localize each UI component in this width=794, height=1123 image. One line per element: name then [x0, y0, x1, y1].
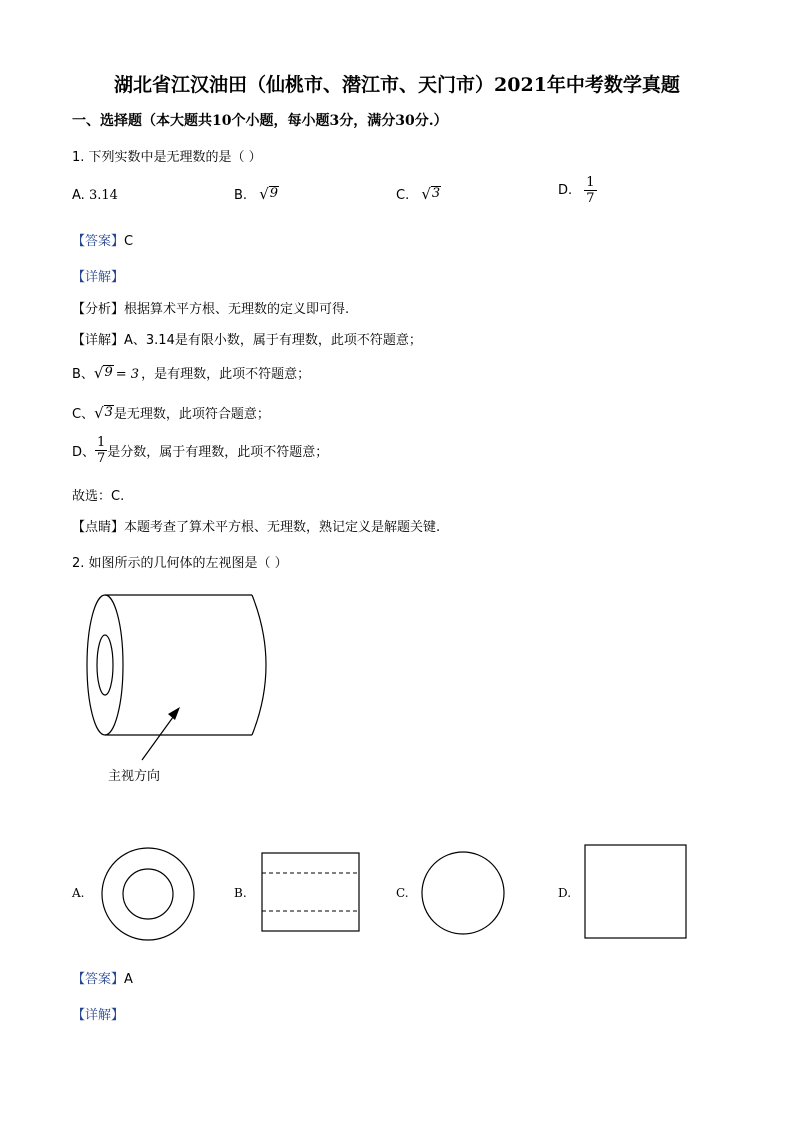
comment-text: 本题考查了算术平方根、无理数，熟记定义是解题关键.: [124, 520, 441, 535]
q1-detail-line-a: [72, 329, 422, 348]
option-c-figure: [420, 850, 506, 936]
sqrt-expression: √ 9: [259, 184, 279, 203]
arrowhead: [168, 707, 180, 720]
option-letter: B.: [234, 187, 248, 203]
question-1-stem: 1. 下列实数中是无理数的是（ ）: [72, 150, 262, 165]
answer-tag: 【答案】: [72, 234, 125, 249]
line-suffix: ，是有理数，此项不符题意；: [141, 367, 311, 382]
outer-circle: [102, 848, 194, 940]
q1-analysis: [72, 298, 349, 317]
q1-option-d: [558, 176, 597, 205]
q1-detail-tag: 【详解】: [72, 270, 125, 285]
comment-tag: 【点睛】: [72, 520, 125, 535]
option-a-figure: [100, 846, 196, 942]
fraction: [584, 176, 596, 205]
view-direction-arrow: [142, 713, 176, 760]
q1-detail-line-d: [72, 436, 328, 465]
q1-choose: 故选：C.: [72, 489, 125, 504]
line-suffix: 是无理数，此项符合题意；: [113, 407, 270, 422]
line-prefix: C、: [72, 407, 95, 422]
q2-option-b-letter: B.: [234, 886, 247, 900]
numerator: 1: [97, 435, 106, 450]
option-letter: D.: [558, 183, 573, 198]
radicand: 3: [431, 186, 441, 201]
q1-comment: [72, 516, 440, 535]
inner-circle: [123, 869, 173, 919]
section-heading: 一、选择题（本大题共10个小题，每小题3分，满分30分.）: [72, 113, 448, 129]
q1-detail-line-b: [72, 363, 310, 382]
radicand: 9: [269, 186, 279, 201]
answer-value: C: [124, 234, 134, 249]
fraction: [95, 436, 107, 465]
analysis-text: 根据算术平方根、无理数的定义即可得.: [124, 302, 350, 317]
q2-option-c-letter: C.: [396, 886, 409, 900]
line-suffix: 是分数，属于有理数，此项不符题意；: [107, 445, 329, 460]
option-value: 3.14: [88, 188, 118, 203]
square: [585, 845, 686, 938]
sqrt-expression: √ 9: [93, 364, 113, 382]
q2-answer: [72, 968, 133, 987]
radicand: 9: [104, 365, 113, 381]
answer-tag: 【答案】: [72, 972, 125, 987]
front-outer-ellipse: [87, 595, 123, 735]
solid-figure: [80, 580, 280, 790]
option-d-figure: [584, 844, 688, 940]
equation-result: = 3: [115, 367, 140, 382]
numerator: 1: [586, 175, 595, 190]
q2-detail-tag: 【详解】: [72, 1008, 125, 1023]
option-b-figure: [261, 852, 361, 932]
front-inner-ellipse: [97, 635, 113, 695]
option-letter: C.: [396, 187, 410, 203]
line-prefix: B、: [72, 367, 94, 382]
question-2-stem: 2. 如图所示的几何体的左视图是（ ）: [72, 556, 288, 571]
rectangle-outline: [262, 853, 359, 931]
q1-detail-line-c: [72, 403, 270, 422]
q1-option-a: [72, 188, 118, 203]
q1-answer: [72, 230, 133, 249]
q1-option-c: [396, 186, 441, 203]
answer-value: A: [124, 972, 133, 987]
sqrt-expression: √ 3: [94, 404, 113, 422]
sqrt-expression: √ 3: [421, 184, 441, 203]
analysis-tag: 【分析】: [72, 302, 125, 317]
q2-option-d-letter: D.: [558, 886, 572, 900]
detail-text: A、3.14是有限小数，属于有理数，此项不符题意；: [124, 333, 422, 348]
detail-label: 【详解】: [72, 333, 125, 348]
option-letter: A.: [72, 188, 85, 203]
denominator: 7: [97, 451, 106, 466]
q1-option-b: [234, 186, 279, 203]
line-prefix: D、: [72, 445, 96, 460]
page-title: 湖北省江汉油田（仙桃市、潜江市、天门市）2021年中考数学真题: [114, 74, 680, 96]
q2-option-a-letter: A.: [72, 886, 85, 900]
circle: [422, 852, 504, 934]
back-curve: [252, 595, 266, 735]
figure-label: 主视方向: [108, 769, 161, 784]
radicand: 3: [104, 405, 113, 421]
denominator: 7: [586, 191, 595, 206]
